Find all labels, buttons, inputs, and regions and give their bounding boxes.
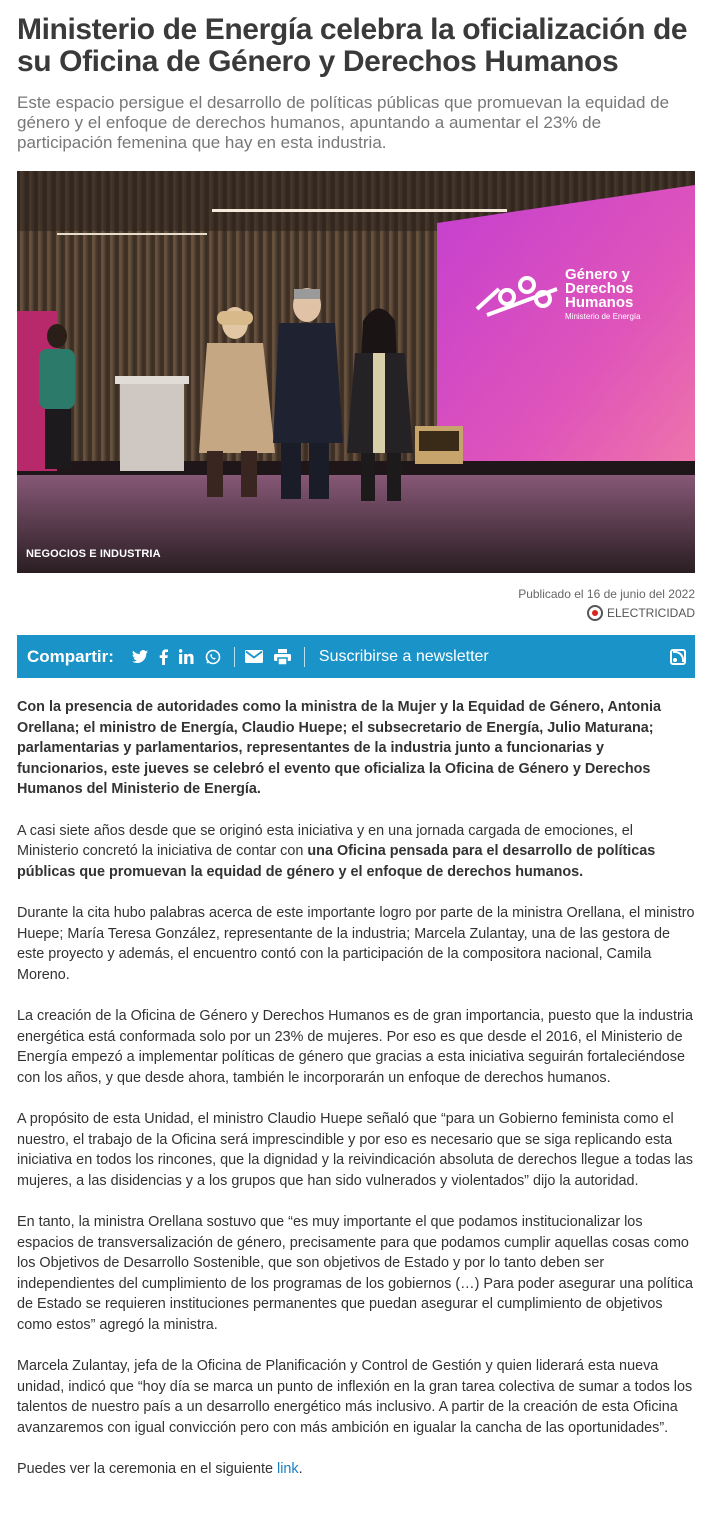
paragraph-2-text: A casi siete años desde que se originó esta iniciativa y en una jornada cargada de emociones, el Ministerio concretó la iniciativa de contar con (17, 822, 633, 859)
paragraph-8-end: . (298, 1461, 303, 1477)
paragraph-1 (17, 697, 695, 800)
paragraph-8 (17, 1459, 695, 1480)
paragraph-8-text: Puedes ver la ceremonia en el siguiente (17, 1461, 277, 1477)
screen-text-1: Género y (565, 266, 631, 283)
share-separator (234, 647, 235, 667)
share-label: Compartir: (27, 646, 114, 666)
paragraph-5: A propósito de esta Unidad, el ministro Claudio Huepe señaló que “para un Gobierno feminista como el nuestro, el trabajo de la Oficina será imprescindible y por eso es necesario que se siga replicando esta iniciativa en todos los rincones, que la dignidad y la reivindicación absoluta de derechos llegue a todas las mujeres, a las disidencias y a los grupos que han sido vulnerados y violentados” dijo la autoridad. (17, 1111, 693, 1189)
print-icon[interactable] (274, 649, 291, 665)
category-label: ELECTRICIDAD (606, 606, 695, 620)
rss-icon[interactable] (670, 649, 686, 665)
category-link[interactable] (587, 605, 695, 621)
electricity-circle-icon (587, 605, 603, 621)
paragraph-2 (17, 821, 695, 883)
screen-text-4: Ministerio de Energía (565, 312, 641, 321)
whatsapp-icon[interactable] (205, 649, 221, 665)
article (17, 0, 695, 1501)
share-bar (17, 635, 695, 678)
newsletter-link[interactable]: Suscribirse a newsletter (318, 647, 489, 665)
paragraph-7: Marcela Zulantay, jefa de la Oficina de Planificación y Control de Gestión y quien liderará esta nueva unidad, indicó que “hoy día se marca un punto de inflexión en la gran tarea colectiva de sumar a todos los talentos de nuestro país a un desarrollo energético más inclusivo. A partir de la creación de esta Oficina avanzaremos con igual convicción pero con más ambición en igualar la cancha de las oportunidades”. (17, 1358, 693, 1436)
paragraph-2-bold: una Oficina pensada para el desarrollo de políticas públicas que promuevan la equidad de género y el enfoque de derechos humanos. (17, 843, 656, 880)
article-lead: Este espacio persigue el desarrollo de políticas públicas que promuevan la equidad de género y el enfoque de derechos humanos, apuntando a aumentar el 23% de participación femenina que hay en esta industria. (17, 93, 670, 152)
linkedin-icon[interactable] (179, 649, 194, 664)
twitter-icon[interactable] (132, 650, 148, 664)
ceremony-link[interactable]: link (277, 1461, 299, 1477)
event-photo (17, 171, 695, 573)
category-tag[interactable]: NEGOCIOS E INDUSTRIA (26, 548, 161, 560)
paragraph-1-text: Con la presencia de autoridades como la ministra de la Mujer y la Equidad de Género, Antonia Orellana; el ministro de Energía, Claudio Huepe; el subsecretario de Energía, Julio Maturana; parlamentarias y parlamentarios, representantes de la industria junto a funcionarias y funcionarios, este jueves se celebró el evento que oficializa la Oficina de Género y Derechos Humanos del Ministerio de Energía. (17, 699, 662, 797)
screen-text-3: Humanos (565, 294, 634, 311)
screen-text-2: Derechos (565, 280, 634, 297)
article-body (17, 697, 695, 1480)
article-title: Ministerio de Energía celebra la oficialización de su Oficina de Género y Derechos Humanos (17, 13, 688, 78)
paragraph-3: Durante la cita hubo palabras acerca de este importante logro por parte de la ministra Orellana, el ministro Huepe; María Teresa González, representante de la industria; Marcela Zulantay, una de las gestora de este proyecto y además, el encuentro contó con la participación de la compositora nacional, Camila Moreno. (17, 905, 695, 983)
facebook-icon[interactable] (159, 649, 168, 665)
share-separator-2 (304, 647, 305, 667)
email-icon[interactable] (245, 650, 263, 663)
paragraph-4: La creación de la Oficina de Género y Derechos Humanos es de gran importancia, puesto que la industria energética está conformada solo por un 23% de mujeres. Por eso es que desde el 2016, el Ministerio de Energía empezó a implementar políticas de género que gracias a esta iniciativa seguirán fortaleciéndose con los años, y que desde ahora, también le incorporarán un enfoque de derechos humanos. (17, 1008, 693, 1086)
hero-image[interactable] (17, 171, 695, 573)
published-date: Publicado el 16 de junio del 2022 (518, 587, 695, 601)
article-meta (17, 586, 695, 621)
paragraph-6: En tanto, la ministra Orellana sostuvo que “es muy importante el que podamos institucionalizar los espacios de transversalización de género, precisamente para que podamos cumplir aquellas cosas como los Objetivos de Desarrollo Sostenible, que son objetivos de Estado y por lo tanto deben ser independientes del cumplimiento de los programas de los gobiernos (…) Para poder asegurar una política de Estado se requieren instituciones permanentes que puedan asegurar el cumplimiento de objetivos como estos” agregó la ministra. (17, 1214, 693, 1333)
